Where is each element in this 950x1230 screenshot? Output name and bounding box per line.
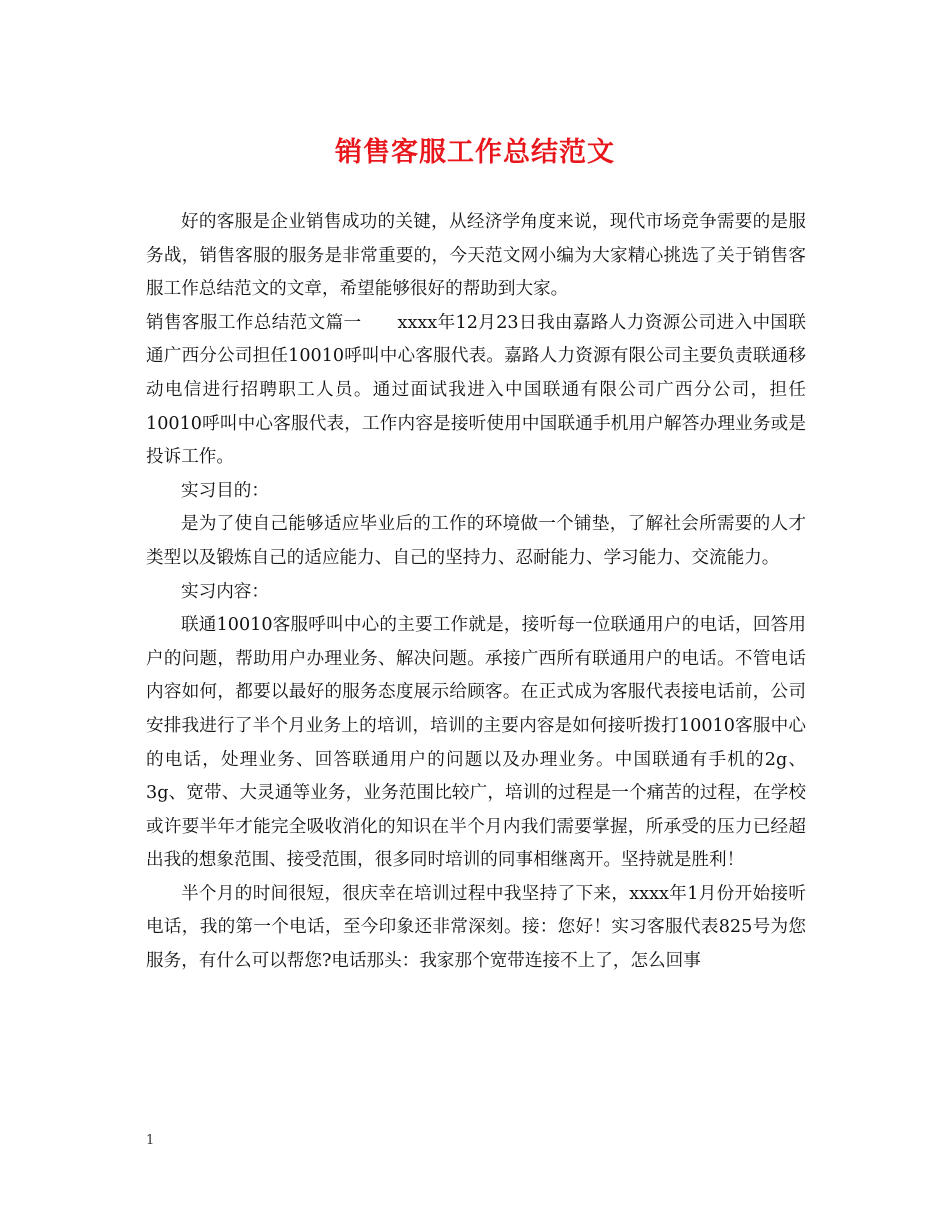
- document-title: 销售客服工作总结范文: [335, 137, 615, 168]
- content-heading: 实习内容：: [181, 581, 269, 602]
- document-body: [146, 206, 806, 979]
- content-paragraph: 联通10010客服呼叫中心的主要工作就是，接听每一位联通用户的电话，回答用户的问题，帮助用户办理业务、解决问题。承接广西所有联通用户的电话。不管电话内容如何，都要以最好的服务态度展示给顾客。在正式成为客服代表接电话前，公司安排我进行了半个月业务上的培训，培训的主要内容是如何接听拨打10010客服中心的电话，处理业务、回答联通用户的问题以及办理业务。中国联通有手机的2g、3g、宽带、大灵通等业务，业务范围比较广，培训的过程是一个痛苦的过程，在学校或许要半年才能完全吸收消化的知识在半个月内我们需要掌握，所承受的压力已经超出我的想象范围、接受范围，很多同时培训的同事相继离开。坚持就是胜利！: [146, 615, 806, 871]
- page-number: 1: [146, 1133, 155, 1148]
- intro-paragraph: 好的客服是企业销售成功的关键，从经济学角度来说，现代市场竞争需要的是服务战，销售客服的服务是非常重要的，今天范文网小编为大家精心挑选了关于销售客服工作总结范文的文章，希望能够很好的帮助到大家。: [146, 212, 806, 300]
- section-content: xxxx年12月23日我由嘉路人力资源公司进入中国联通广西分公司担任10010呼叫中心客服代表。嘉路人力资源有限公司主要负责联通移动电信进行招聘职工人员。通过面试我进入中国联通有限公司广西分公司，担任10010呼叫中心客服代表，工作内容是接听使用中国联通手机用户解答办理业务或是投诉工作。: [146, 312, 806, 468]
- section-paragraph: [146, 307, 806, 475]
- section-heading: 销售客服工作总结范文篇一: [146, 312, 362, 333]
- purpose-heading: 实习目的：: [181, 480, 269, 501]
- experience-paragraph: 半个月的时间很短，很庆幸在培训过程中我坚持了下来，xxxx年1月份开始接听电话，我的第一个电话，至今印象还非常深刻。接：您好！实习客服代表825号为您服务，有什么可以帮您?电话那头：我家那个宽带连接不上了，怎么回事: [146, 883, 806, 972]
- purpose-paragraph: 是为了使自己能够适应毕业后的工作的环境做一个铺垫，了解社会所需要的人才类型以及锻炼自己的适应能力、自己的坚持力、忍耐能力、学习能力、交流能力。: [146, 514, 806, 568]
